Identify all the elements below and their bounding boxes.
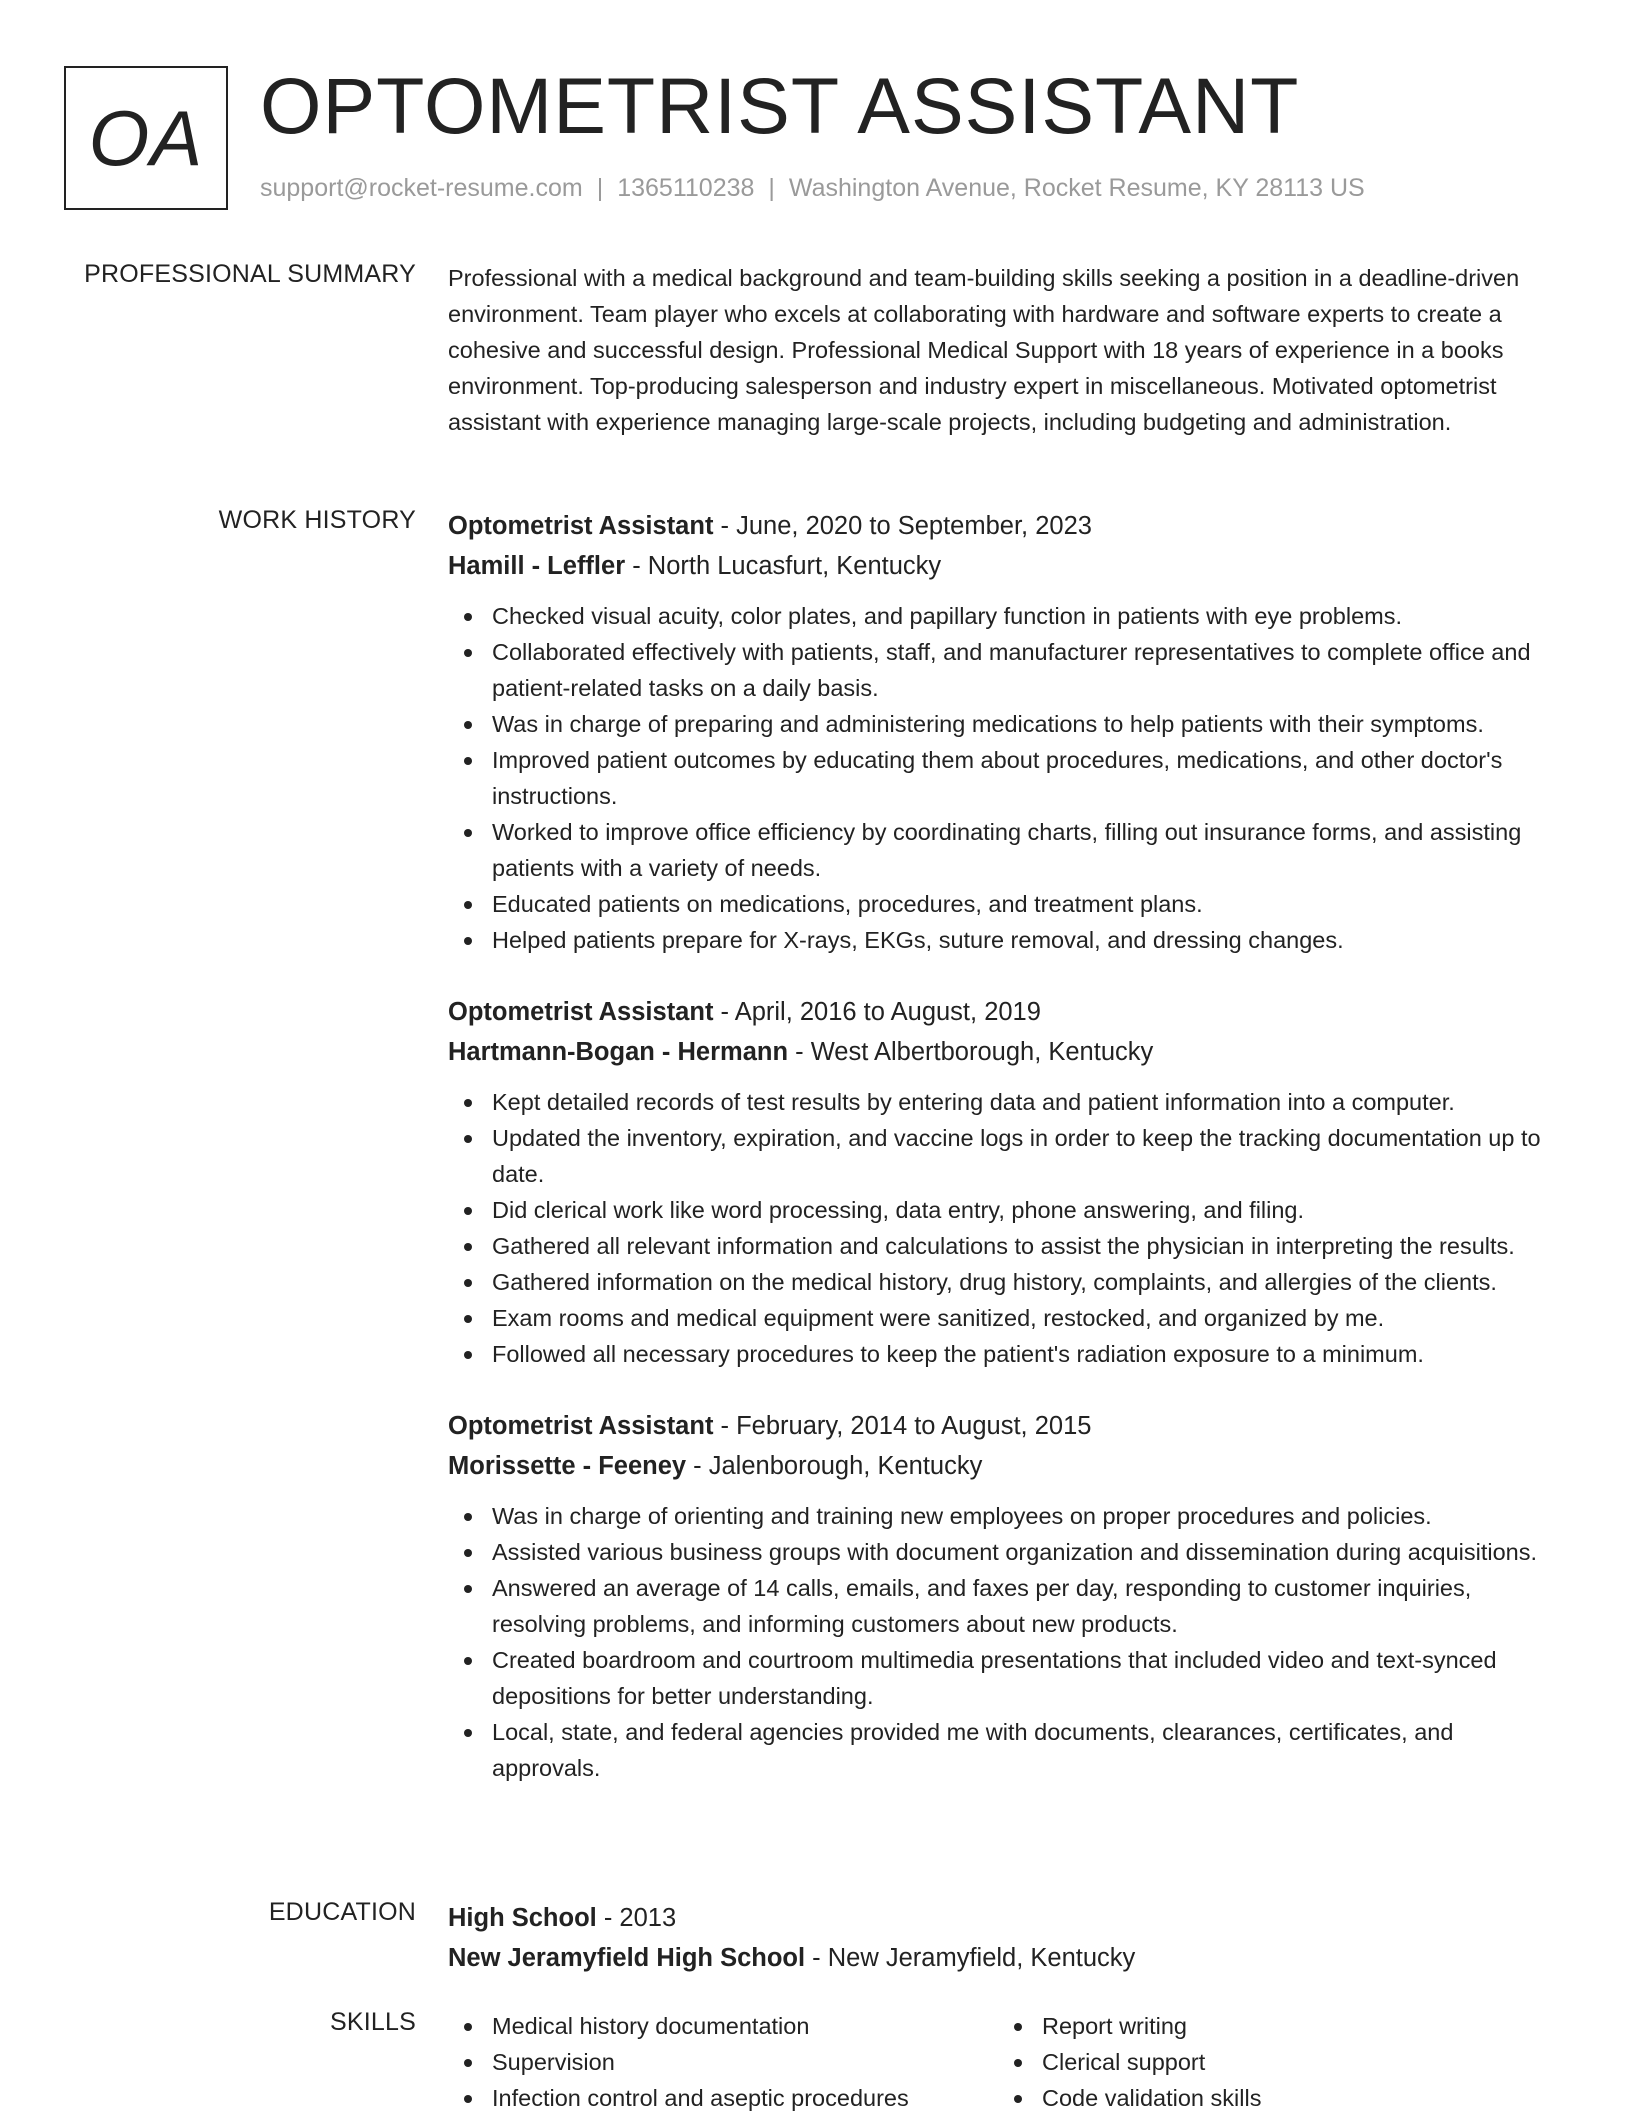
job-title: Optometrist Assistant: [448, 512, 714, 540]
section-label-skills: SKILLS: [330, 2008, 416, 2036]
contact-phone[interactable]: 1365110238: [617, 174, 755, 202]
list-item: Educated patients on medications, procedures, and treatment plans.: [448, 886, 1566, 922]
education-school-line: [448, 1938, 1566, 1978]
job-title-line: [448, 506, 1566, 546]
contact-separator: |: [596, 174, 604, 202]
job-location: - West Albertborough, Kentucky: [788, 1038, 1154, 1066]
job-dates: - April, 2016 to August, 2019: [713, 998, 1041, 1026]
list-item: Was in charge of orienting and training new employees on proper procedures and policies.: [448, 1498, 1566, 1534]
job-bullets: [448, 598, 1566, 958]
list-item: Did clerical work like word processing, data entry, phone answering, and filing.: [448, 1192, 1566, 1228]
list-item: Updated the inventory, expiration, and vaccine logs in order to keep the tracking documentation up to date.: [448, 1120, 1566, 1192]
monogram-logo: OA: [64, 66, 228, 210]
education-degree: High School: [448, 1904, 597, 1932]
list-item: Exam rooms and medical equipment were sanitized, restocked, and organized by me.: [448, 1300, 1566, 1336]
job-title: Optometrist Assistant: [448, 998, 714, 1026]
job-company: Morissette - Feeney: [448, 1452, 687, 1480]
skill-item: Code validation skills: [998, 2080, 1548, 2112]
list-item: Local, state, and federal agencies provided me with documents, clearances, certificates, and approvals.: [448, 1714, 1566, 1786]
section-label-work-history: WORK HISTORY: [218, 506, 416, 534]
contact-email[interactable]: support@rocket-resume.com: [260, 174, 583, 202]
job-company-line: [448, 1032, 1566, 1072]
job-company-line: [448, 1446, 1566, 1486]
job-dates: - June, 2020 to September, 2023: [713, 512, 1092, 540]
job-dates: - February, 2014 to August, 2015: [713, 1412, 1092, 1440]
skills-list: [448, 2008, 1566, 2112]
summary-text: Professional with a medical background and team-building skills seeking a position in a deadline-driven environment. Team player who excels at collaborating with hardware and software experts to create a cohesive and successful design. Professional Medical Support with 18 years of experience in a books environment. Top-producing salesperson and industry expert in miscellaneous. Motivated optometrist assistant with experience managing large-scale projects, including budgeting and administration.: [448, 265, 1520, 435]
education-location: - New Jeramyfield, Kentucky: [805, 1944, 1136, 1972]
list-item: Answered an average of 14 calls, emails, and faxes per day, responding to customer inquiries, resolving problems, and informing customers about new products.: [448, 1570, 1566, 1642]
list-item: Checked visual acuity, color plates, and papillary function in patients with eye problems.: [448, 598, 1566, 634]
skill-item: Report writing: [998, 2008, 1548, 2044]
job-location: - North Lucasfurt, Kentucky: [625, 552, 942, 580]
job-entry: [448, 506, 1566, 958]
skill-item: Clerical support: [998, 2044, 1548, 2080]
list-item: Improved patient outcomes by educating them about procedures, medications, and other doctor's instructions.: [448, 742, 1566, 814]
summary-body: [448, 260, 1566, 440]
list-item: Worked to improve office efficiency by coordinating charts, filling out insurance forms, and assisting patients with a variety of needs.: [448, 814, 1566, 886]
page-title: OPTOMETRIST ASSISTANT: [260, 61, 1300, 150]
contact-line: [260, 174, 1365, 203]
education-year: - 2013: [596, 1904, 677, 1932]
section-label-education: EDUCATION: [268, 1898, 416, 1926]
list-item: Followed all necessary procedures to keep the patient's radiation exposure to a minimum.: [448, 1336, 1566, 1372]
skills-body: [448, 2008, 1566, 2112]
job-company-line: [448, 546, 1566, 586]
work-history-body: [448, 506, 1566, 1820]
skill-item: Infection control and aseptic procedures: [448, 2080, 998, 2112]
list-item: Collaborated effectively with patients, staff, and manufacturer representatives to complete office and patient-related tasks on a daily basis.: [448, 634, 1566, 706]
job-title-line: [448, 1406, 1566, 1446]
list-item: Gathered information on the medical history, drug history, complaints, and allergies of the clients.: [448, 1264, 1566, 1300]
job-entry: [448, 992, 1566, 1372]
education-degree-line: [448, 1898, 1566, 1938]
skill-item: Medical history documentation: [448, 2008, 998, 2044]
list-item: Created boardroom and courtroom multimedia presentations that included video and text-synced depositions for better understanding.: [448, 1642, 1566, 1714]
job-bullets: [448, 1084, 1566, 1372]
list-item: Helped patients prepare for X-rays, EKGs, suture removal, and dressing changes.: [448, 922, 1566, 958]
job-entry: [448, 1406, 1566, 1786]
job-company: Hamill - Leffler: [448, 552, 626, 580]
list-item: Kept detailed records of test results by entering data and patient information into a computer.: [448, 1084, 1566, 1120]
job-location: - Jalenborough, Kentucky: [686, 1452, 983, 1480]
resume-header: [64, 61, 1568, 210]
list-item: Assisted various business groups with document organization and dissemination during acquisitions.: [448, 1534, 1566, 1570]
list-item: Was in charge of preparing and administering medications to help patients with their symptoms.: [448, 706, 1566, 742]
education-body: [448, 1898, 1566, 1978]
job-company: Hartmann-Bogan - Hermann: [448, 1038, 789, 1066]
contact-separator: |: [768, 174, 775, 202]
job-title: Optometrist Assistant: [448, 1412, 714, 1440]
skill-item: Supervision: [448, 2044, 998, 2080]
contact-address: Washington Avenue, Rocket Resume, KY 28113 US: [788, 174, 1365, 202]
job-bullets: [448, 1498, 1566, 1786]
education-school: New Jeramyfield High School: [448, 1944, 806, 1972]
job-title-line: [448, 992, 1566, 1032]
list-item: Gathered all relevant information and calculations to assist the physician in interpreting the results.: [448, 1228, 1566, 1264]
section-label-summary: PROFESSIONAL SUMMARY: [84, 260, 416, 288]
